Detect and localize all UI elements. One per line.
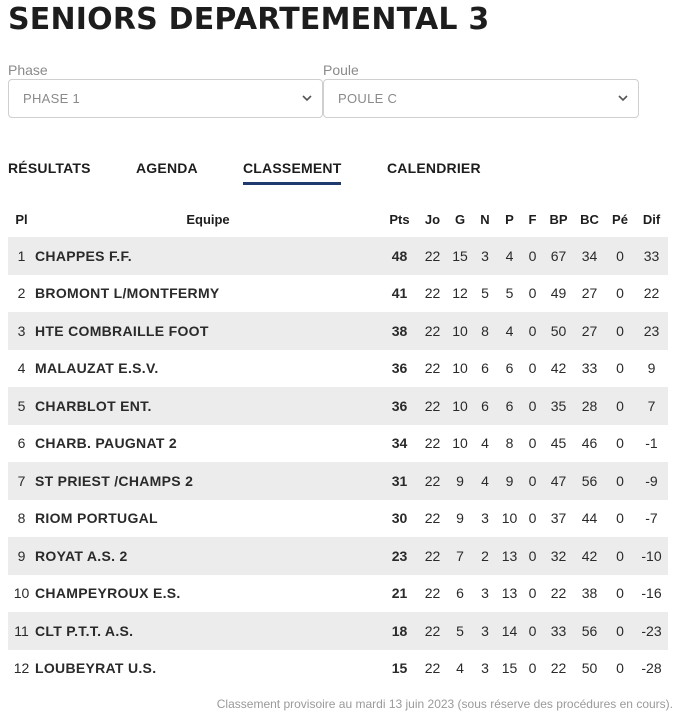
won-cell: 4 — [456, 660, 464, 677]
played-cell: 22 — [424, 622, 441, 639]
goals-against-cell: 56 — [581, 622, 598, 639]
header-p: P — [505, 212, 514, 227]
chevron-down-icon — [618, 95, 628, 102]
goal-diff-cell: 9 — [647, 360, 656, 377]
lost-cell: 4 — [505, 247, 514, 264]
penalty-cell: 0 — [616, 510, 624, 527]
table-header-row — [8, 202, 668, 237]
lost-cell: 15 — [501, 660, 518, 677]
rank-cell: 5 — [17, 397, 26, 414]
forfeit-cell: 0 — [528, 510, 537, 527]
goals-against-cell: 27 — [581, 322, 598, 339]
forfeit-cell: 0 — [528, 435, 537, 452]
drawn-cell: 3 — [481, 660, 489, 677]
forfeit-cell: 0 — [528, 322, 537, 339]
goal-diff-cell: 23 — [643, 322, 660, 339]
drawn-cell: 4 — [481, 472, 489, 489]
penalty-cell: 0 — [616, 397, 624, 414]
drawn-cell: 8 — [481, 322, 489, 339]
page-title: SENIORS DEPARTEMENTAL 3 — [8, 2, 490, 37]
goals-for-cell: 47 — [550, 472, 567, 489]
phase-select-value: PHASE 1 — [23, 91, 81, 106]
goal-diff-cell: -23 — [641, 622, 662, 639]
header-pts: Pts — [389, 212, 410, 227]
rank-cell: 6 — [17, 435, 26, 452]
lost-cell: 6 — [505, 397, 514, 414]
penalty-cell: 0 — [616, 435, 624, 452]
rank-cell: 1 — [17, 247, 26, 264]
drawn-cell: 6 — [481, 360, 489, 377]
drawn-cell: 3 — [481, 510, 489, 527]
chevron-down-icon — [302, 95, 312, 102]
played-cell: 22 — [424, 585, 441, 602]
points-cell: 41 — [391, 285, 408, 302]
played-cell: 22 — [424, 397, 441, 414]
header-f: F — [528, 212, 537, 227]
penalty-cell: 0 — [616, 322, 624, 339]
penalty-cell: 0 — [616, 247, 624, 264]
team-name-cell[interactable]: RIOM PORTUGAL — [35, 510, 158, 527]
points-cell: 36 — [391, 360, 408, 377]
tab-calendrier[interactable]: CALENDRIER — [387, 160, 481, 176]
rank-cell: 4 — [17, 360, 26, 377]
played-cell: 22 — [424, 547, 441, 564]
won-cell: 9 — [456, 472, 464, 489]
drawn-cell: 5 — [481, 285, 489, 302]
won-cell: 12 — [452, 285, 468, 302]
points-cell: 15 — [391, 660, 408, 677]
table-row — [8, 350, 668, 388]
won-cell: 10 — [452, 397, 468, 414]
lost-cell: 10 — [501, 510, 518, 527]
rank-cell: 10 — [13, 585, 30, 602]
goals-for-cell: 35 — [550, 397, 567, 414]
penalty-cell: 0 — [616, 547, 624, 564]
lost-cell: 14 — [501, 622, 518, 639]
phase-label: Phase — [8, 62, 48, 78]
table-row — [8, 425, 668, 463]
played-cell: 22 — [424, 360, 441, 377]
goals-against-cell: 28 — [581, 397, 598, 414]
goals-for-cell: 50 — [550, 322, 567, 339]
phase-select[interactable] — [8, 79, 323, 118]
goal-diff-cell: 22 — [643, 285, 660, 302]
penalty-cell: 0 — [616, 472, 624, 489]
rank-cell: 7 — [17, 472, 26, 489]
header-bp: BP — [549, 212, 568, 227]
header-pl: Pl — [15, 212, 28, 227]
table-row — [8, 387, 668, 425]
drawn-cell: 4 — [481, 435, 489, 452]
rank-cell: 8 — [17, 510, 26, 527]
forfeit-cell: 0 — [528, 285, 537, 302]
goals-for-cell: 49 — [550, 285, 567, 302]
drawn-cell: 6 — [481, 397, 489, 414]
points-cell: 36 — [391, 397, 408, 414]
forfeit-cell: 0 — [528, 585, 537, 602]
lost-cell: 5 — [505, 285, 514, 302]
penalty-cell: 0 — [616, 660, 624, 677]
goals-for-cell: 33 — [550, 622, 567, 639]
header-pe: Pé — [612, 212, 628, 227]
played-cell: 22 — [424, 285, 441, 302]
forfeit-cell: 0 — [528, 547, 537, 564]
points-cell: 31 — [391, 472, 408, 489]
header-g: G — [454, 212, 466, 227]
tab-resultats[interactable]: RÉSULTATS — [8, 160, 91, 176]
goals-against-cell: 42 — [581, 547, 598, 564]
rank-cell: 3 — [17, 322, 26, 339]
header-dif: Dif — [642, 212, 661, 227]
poule-select-value: POULE C — [338, 91, 398, 106]
team-name-cell[interactable]: CLT P.T.T. A.S. — [35, 622, 134, 639]
rank-cell: 12 — [13, 660, 30, 677]
team-name-cell[interactable]: CHAPPES F.F. — [35, 247, 132, 264]
standings-table — [8, 202, 668, 687]
table-row — [8, 312, 668, 350]
forfeit-cell: 0 — [528, 397, 537, 414]
header-n: N — [480, 212, 490, 227]
team-name-cell[interactable]: CHAMPEYROUX E.S. — [35, 585, 181, 602]
goal-diff-cell: -9 — [645, 472, 658, 489]
goals-against-cell: 44 — [581, 510, 598, 527]
penalty-cell: 0 — [616, 285, 624, 302]
forfeit-cell: 0 — [528, 472, 537, 489]
played-cell: 22 — [424, 435, 441, 452]
won-cell: 10 — [452, 435, 468, 452]
forfeit-cell: 0 — [528, 360, 537, 377]
penalty-cell: 0 — [616, 360, 624, 377]
points-cell: 23 — [391, 547, 408, 564]
tab-agenda[interactable]: AGENDA — [136, 160, 198, 176]
lost-cell: 6 — [505, 360, 514, 377]
team-name-cell[interactable]: ST PRIEST /CHAMPS 2 — [35, 472, 194, 489]
played-cell: 22 — [424, 472, 441, 489]
goal-diff-cell: -10 — [641, 547, 662, 564]
drawn-cell: 3 — [481, 247, 489, 264]
points-cell: 30 — [391, 510, 408, 527]
won-cell: 9 — [456, 510, 464, 527]
lost-cell: 13 — [501, 585, 518, 602]
lost-cell: 8 — [505, 435, 514, 452]
goals-for-cell: 42 — [550, 360, 567, 377]
table-row — [8, 237, 668, 275]
goals-for-cell: 22 — [550, 585, 567, 602]
forfeit-cell: 0 — [528, 247, 537, 264]
drawn-cell: 3 — [481, 585, 489, 602]
header-bc: BC — [580, 212, 599, 227]
team-name-cell[interactable]: MALAUZAT E.S.V. — [35, 360, 159, 377]
lost-cell: 9 — [505, 472, 514, 489]
team-name-cell[interactable]: LOUBEYRAT U.S. — [35, 660, 157, 677]
won-cell: 5 — [456, 622, 464, 639]
played-cell: 22 — [424, 247, 441, 264]
goals-against-cell: 33 — [581, 360, 598, 377]
poule-label: Poule — [323, 62, 359, 78]
goals-for-cell: 37 — [550, 510, 567, 527]
points-cell: 18 — [391, 622, 408, 639]
lost-cell: 13 — [501, 547, 518, 564]
won-cell: 10 — [452, 360, 468, 377]
goals-against-cell: 34 — [581, 247, 598, 264]
penalty-cell: 0 — [616, 622, 624, 639]
points-cell: 21 — [391, 585, 408, 602]
points-cell: 38 — [391, 322, 408, 339]
won-cell: 10 — [452, 322, 468, 339]
goal-diff-cell: -28 — [641, 660, 662, 677]
goal-diff-cell: -1 — [645, 435, 658, 452]
standings-footnote: Classement provisoire au mardi 13 juin 2023 (sous réserve des procédures en cours). — [216, 697, 673, 711]
goal-diff-cell: -16 — [641, 585, 662, 602]
rank-cell: 2 — [17, 285, 26, 302]
goals-for-cell: 22 — [550, 660, 567, 677]
team-name-cell[interactable]: ROYAT A.S. 2 — [35, 547, 128, 564]
table-row — [8, 575, 668, 613]
forfeit-cell: 0 — [528, 660, 537, 677]
poule-select[interactable] — [323, 79, 639, 118]
table-row — [8, 462, 668, 500]
table-row — [8, 537, 668, 575]
team-name-cell[interactable]: CHARBLOT ENT. — [35, 397, 152, 414]
won-cell: 15 — [452, 247, 468, 264]
played-cell: 22 — [424, 510, 441, 527]
team-name-cell[interactable]: BROMONT L/MONTFERMY — [35, 285, 220, 302]
rank-cell: 9 — [17, 547, 26, 564]
goals-against-cell: 27 — [581, 285, 598, 302]
drawn-cell: 3 — [481, 622, 489, 639]
goals-against-cell: 46 — [581, 435, 598, 452]
played-cell: 22 — [424, 322, 441, 339]
points-cell: 48 — [391, 247, 408, 264]
table-row — [8, 650, 668, 688]
tab-bar — [8, 160, 508, 186]
won-cell: 6 — [456, 585, 464, 602]
played-cell: 22 — [424, 660, 441, 677]
goal-diff-cell: -7 — [645, 510, 658, 527]
goals-against-cell: 38 — [581, 585, 598, 602]
points-cell: 34 — [391, 435, 408, 452]
table-row — [8, 275, 668, 313]
goals-for-cell: 45 — [550, 435, 567, 452]
header-jo: Jo — [424, 212, 441, 227]
team-name-cell[interactable]: HTE COMBRAILLE FOOT — [35, 322, 209, 339]
goals-for-cell: 32 — [550, 547, 567, 564]
drawn-cell: 2 — [481, 547, 489, 564]
goals-against-cell: 50 — [581, 660, 598, 677]
header-equipe: Equipe — [186, 212, 230, 227]
table-row — [8, 500, 668, 538]
team-name-cell[interactable]: CHARB. PAUGNAT 2 — [35, 435, 177, 452]
lost-cell: 4 — [505, 322, 514, 339]
goal-diff-cell: 7 — [647, 397, 656, 414]
tab-classement[interactable]: CLASSEMENT — [243, 160, 341, 185]
goals-for-cell: 67 — [550, 247, 567, 264]
goal-diff-cell: 33 — [643, 247, 660, 264]
penalty-cell: 0 — [616, 585, 624, 602]
goals-against-cell: 56 — [581, 472, 598, 489]
rank-cell: 11 — [14, 622, 29, 639]
won-cell: 7 — [456, 547, 464, 564]
forfeit-cell: 0 — [528, 622, 537, 639]
table-row — [8, 612, 668, 650]
